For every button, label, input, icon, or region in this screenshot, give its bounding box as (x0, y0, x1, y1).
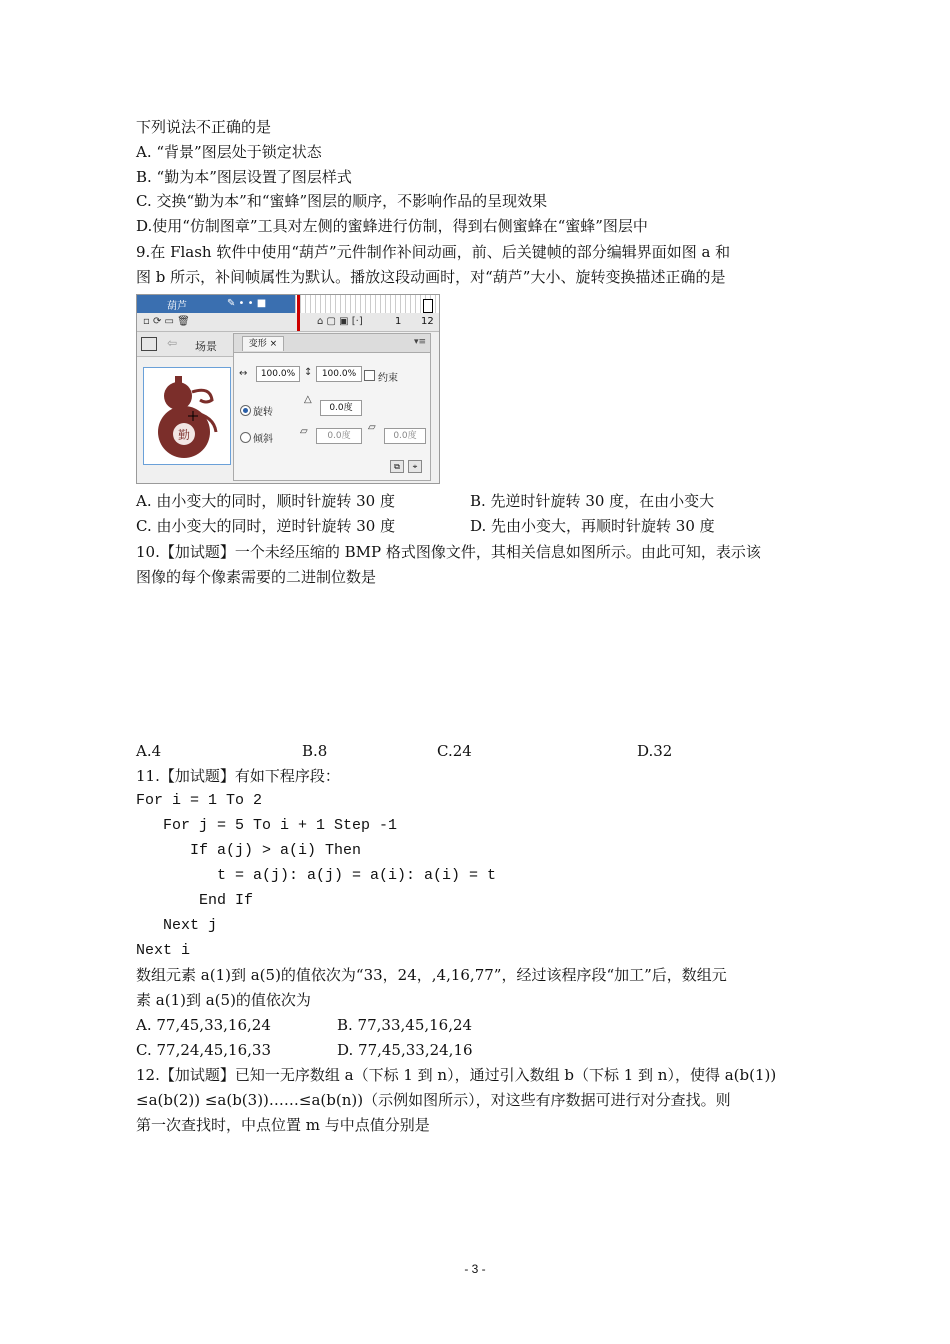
q9-option-d: D. 先由小变大，再顺时针旋转 30 度 (470, 517, 715, 535)
q11-option-d: D. 77,45,33,24,16 (337, 1041, 473, 1059)
q11-option-c: C. 77,24,45,16,33 (136, 1041, 271, 1059)
skew-vertical-field[interactable]: 0.0度 (384, 428, 426, 444)
width-scale-field[interactable]: 100.0% (256, 366, 300, 382)
gourd-icon (148, 372, 226, 460)
reset-transform-button[interactable]: ⌖ (408, 460, 422, 473)
q12-line3: 第一次查找时，中点位置 m 与中点值分别是 (136, 1116, 430, 1134)
q8-option-a: A. “背景”图层处于锁定状态 (136, 143, 322, 161)
rotate-radio[interactable] (240, 405, 251, 416)
constrain-checkbox[interactable] (364, 370, 375, 381)
rotate-label: 旋转 (253, 407, 273, 418)
q11-desc1: 数组元素 a(1)到 a(5)的值依次为“33，24，,4,16,77”，经过该程序段“加工”后，数组元 (136, 966, 727, 984)
skew-label: 倾斜 (253, 434, 273, 445)
panel-tab-bar (234, 334, 430, 353)
q9-line2: 图 b 所示，补间帧属性为默认。播放这段动画时，对“葫芦”大小、旋转变换描述正确的是 (136, 268, 726, 286)
scene-label: 场景 (195, 340, 217, 353)
layer-icons: ✎ • • ■ (227, 298, 267, 309)
height-scale-field[interactable]: 100.0% (316, 366, 362, 382)
skew-vertical-icon: ▱ (368, 422, 376, 433)
timeline-toggle-icon (141, 337, 157, 351)
q10-line2: 图像的每个像素需要的二进制位数是 (136, 568, 377, 586)
frame-number-end: 12 (421, 316, 434, 327)
layer-name: 葫芦 (167, 301, 187, 312)
end-keyframe (423, 299, 433, 313)
q10-option-a: A.4 (136, 742, 162, 760)
q9-option-c: C. 由小变大的同时，逆时针旋转 30 度 (136, 517, 396, 535)
code-line-5: End If (136, 892, 254, 909)
timeline-controls (137, 313, 439, 332)
gourd-seal-text: 勤 (177, 428, 191, 442)
code-line-3: If a(j) > a(i) Then (136, 842, 362, 859)
q9-line1: 9.在 Flash 软件中使用“葫芦”元件制作补间动画，前、后关键帧的部分编辑界面如图 a 和 (136, 243, 731, 261)
page-number: - 3 - (464, 1262, 486, 1276)
rotate-angle-icon: △ (304, 394, 312, 405)
duplicate-transform-button[interactable]: ⧉ (390, 460, 404, 473)
q8-option-c: C. 交换“勤为本”和“蜜蜂”图层的顺序，不影响作品的呈现效果 (136, 192, 548, 210)
back-arrow-icon: ⇦ (167, 336, 178, 350)
q12-line1: 12.【加试题】已知一无序数组 a（下标 1 到 n），通过引入数组 b（下标 1 到 n），使得 a(b(1)) (136, 1066, 777, 1084)
stage (143, 367, 231, 465)
rotate-field[interactable]: 0.0度 (320, 400, 362, 416)
q11-title: 11.【加试题】有如下程序段： (136, 767, 340, 785)
q8-option-b: B. “勤为本”图层设置了图层样式 (136, 168, 352, 186)
code-line-7: Next i (136, 942, 191, 959)
code-line-2: For j = 5 To i + 1 Step -1 (136, 817, 398, 834)
timeline-frames (295, 295, 439, 313)
skew-horizontal-icon: ▱ (300, 426, 308, 437)
transform-panel (233, 333, 431, 481)
code-line-4: t = a(j): a(j) = a(i): a(i) = t (136, 867, 497, 884)
q10-option-c: C.24 (437, 742, 472, 760)
frame-number-start: 1 (395, 316, 402, 327)
q11-option-a: A. 77,45,33,16,24 (136, 1016, 271, 1034)
width-scale-icon: ↔ (239, 368, 248, 379)
q10-line1: 10.【加试题】一个未经压缩的 BMP 格式图像文件，其相关信息如图所示。由此可知，表示该 (136, 543, 761, 561)
layer-tools-icons: ▫ ⟳ ▭ 🗑 (143, 316, 190, 327)
height-scale-icon: ↕ (304, 367, 313, 378)
playhead (297, 295, 300, 331)
q9-option-b: B. 先逆时针旋转 30 度，在由小变大 (470, 492, 715, 510)
q8-option-d: D.使用“仿制图章”工具对左侧的蜜蜂进行仿制，得到右侧蜜蜂在“蜜蜂”图层中 (136, 217, 648, 235)
q8-stem: 下列说法不正确的是 (136, 118, 272, 136)
q12-line2: ≤a(b(2)) ≤a(b(3))……≤a(b(n))（示例如图所示），对这些有序数据可进行对分查找。则 (136, 1091, 731, 1109)
q11-option-b: B. 77,33,45,16,24 (337, 1016, 473, 1034)
code-line-6: Next j (136, 917, 218, 934)
q10-option-d: D.32 (637, 742, 673, 760)
q9-option-a: A. 由小变大的同时，顺时针旋转 30 度 (136, 492, 395, 510)
skew-radio[interactable] (240, 432, 251, 443)
flash-screenshot (136, 294, 440, 484)
panel-menu-icon[interactable]: ▾≡ (413, 337, 426, 347)
onion-skin-icons: ⌂ ▢ ▣ [·] (317, 316, 363, 327)
code-line-1: For i = 1 To 2 (136, 792, 263, 809)
skew-horizontal-field[interactable]: 0.0度 (316, 428, 362, 444)
tab-transform[interactable]: 变形 × (242, 336, 284, 351)
constrain-label: 约束 (378, 373, 398, 384)
scene-bar (137, 332, 233, 357)
q11-desc2: 素 a(1)到 a(5)的值依次为 (136, 991, 311, 1009)
q10-option-b: B.8 (302, 742, 328, 760)
